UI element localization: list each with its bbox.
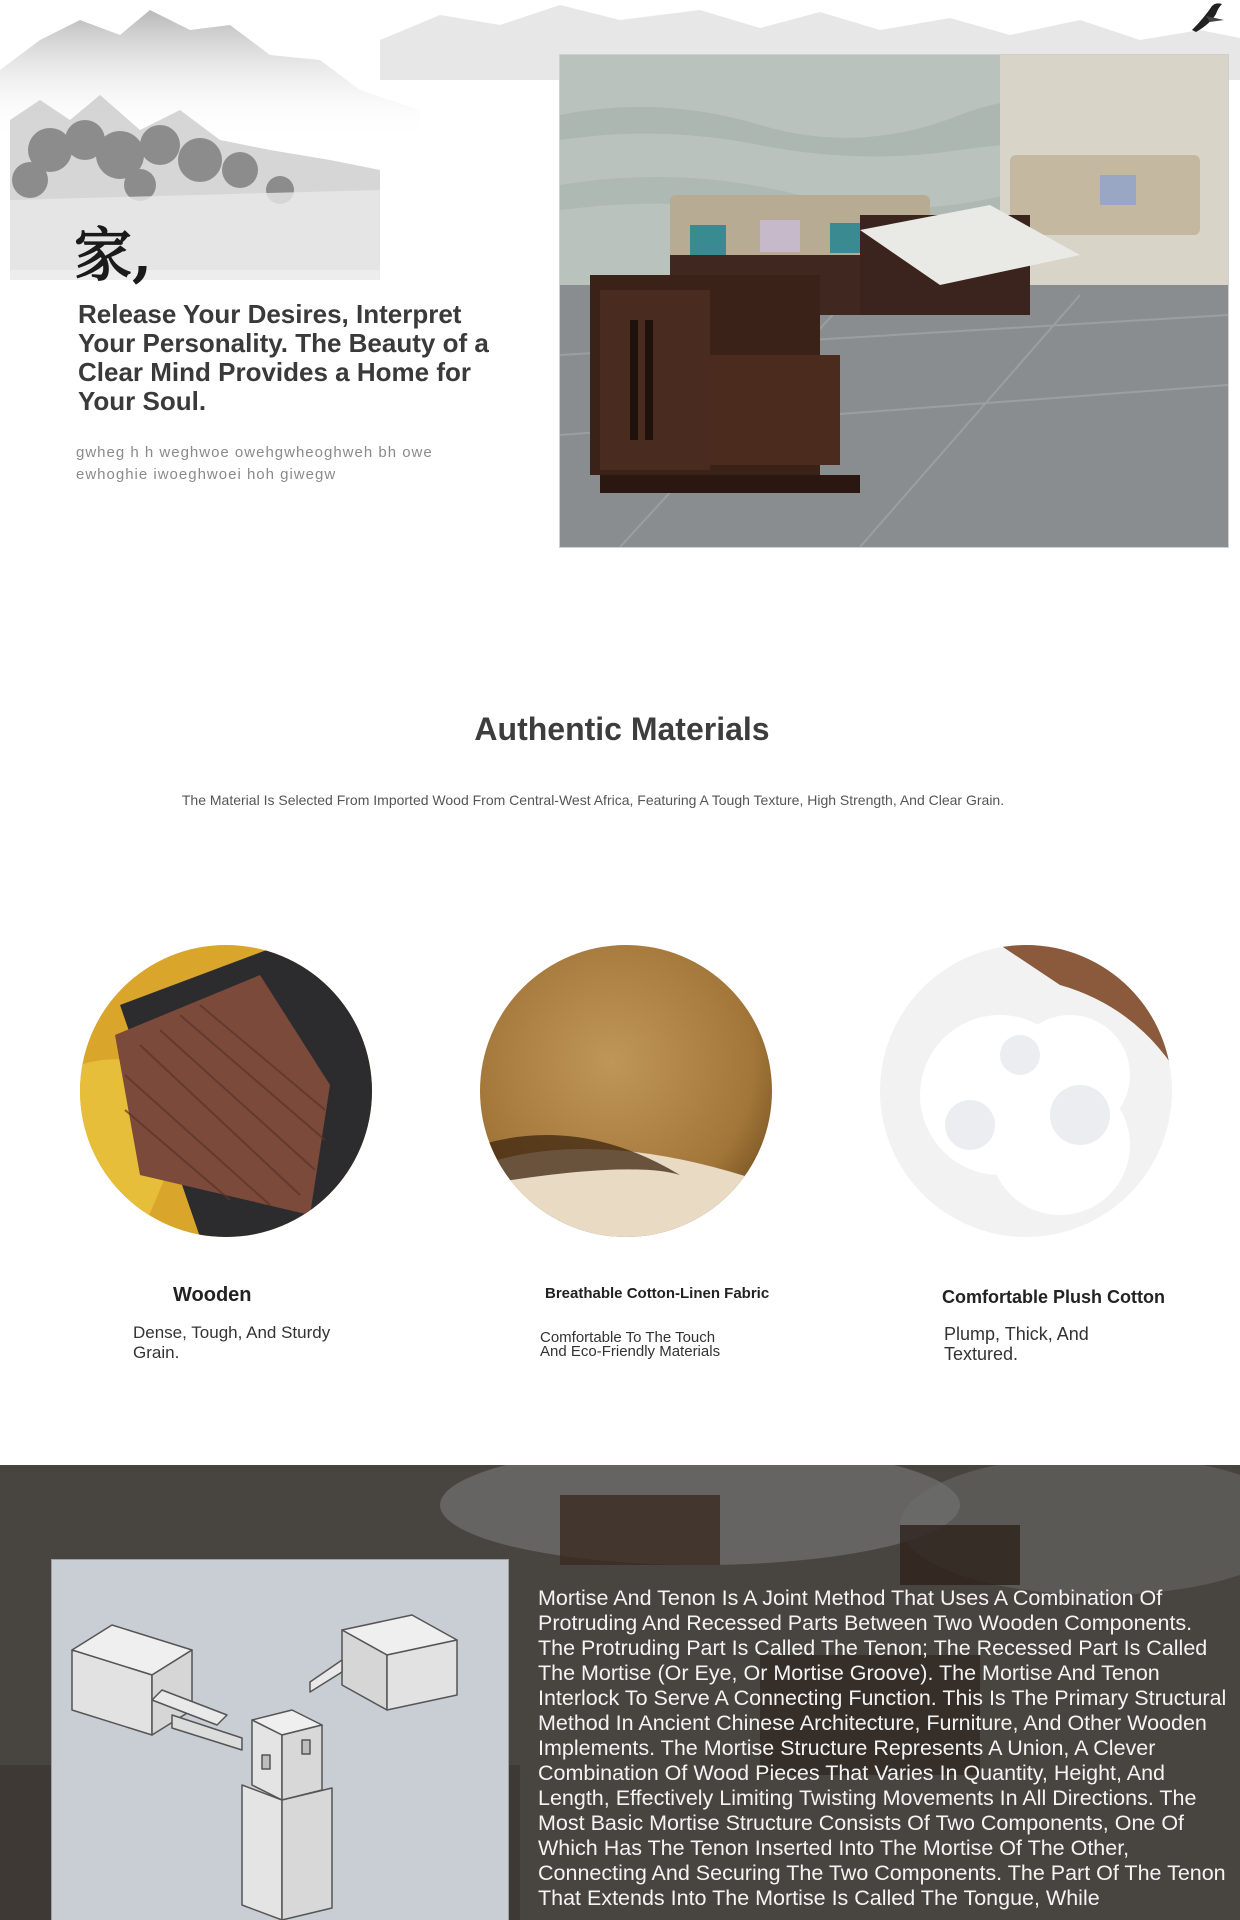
hero-title: Release Your Desires, Interpret Your Personality. The Beauty of a Clear Mind Provides a Home for Your Soul. [78,299,489,416]
mortise-tenon-diagram [51,1559,509,1920]
crane-bird-icon [1186,0,1226,34]
material-text-wooden: Dense, Tough, And Sturdy Grain. [133,1323,331,1362]
plush-cotton-image [880,945,1172,1237]
material-text-cotton: Plump, Thick, And Textured. [944,1324,1089,1364]
materials-description: The Material Is Selected From Imported Wood From Central-West Africa, Featuring A Tough Texture, High Strength, And Clear Grain. [181,792,1005,808]
sofa-set-photo [559,54,1229,548]
hero-section [0,0,1240,560]
hero-subtitle: gwheg h h weghwoe owehgwheoghweh bh owe ewhoghie iwoeghwoei hoh giwegw [76,444,433,483]
material-name-cotton: Comfortable Plush Cotton [942,1287,1165,1307]
chinese-character-home: 家, [74,221,153,289]
material-name-wooden: Wooden [173,1284,252,1306]
materials-title: Authentic Materials [474,711,770,747]
mortise-description: Mortise And Tenon Is A Joint Method That Uses A Combination Of Protruding And Recessed Parts Between Two Wooden Components. The Protruding Part Is Called The Tenon; The Recessed Part Is Called The Mortise (Or Eye, Or Mortise Groove). The Mortise And Tenon Interlock To Serve A Connecting Function. This Is The Primary Structural Method In Ancient Chinese Architecture, Furniture, And Other Wooden Implements. The Mortise Structure Represents A Union, A Clever Combination Of Wood Pieces That Varies In Quantity, Height, And Length, Effectively Limiting Twisting Movements In All Directions. The Most Basic Mortise Structure Consists Of Two Components, One Of Which Has The Tenon Inserted Into The Mortise Of The Other, Connecting And Securing The Two Components. The Part Of The Tenon That Extends Into The Mortise Is Called The Tongue, While [538,1586,1227,1910]
wood-material-image [80,945,372,1237]
material-name-linen: Breathable Cotton-Linen Fabric [545,1285,770,1302]
mortise-tenon-section [0,1465,1240,1920]
linen-fabric-image [480,945,772,1237]
material-text-linen: Comfortable To The Touch And Eco-Friendly Materials [540,1329,721,1360]
